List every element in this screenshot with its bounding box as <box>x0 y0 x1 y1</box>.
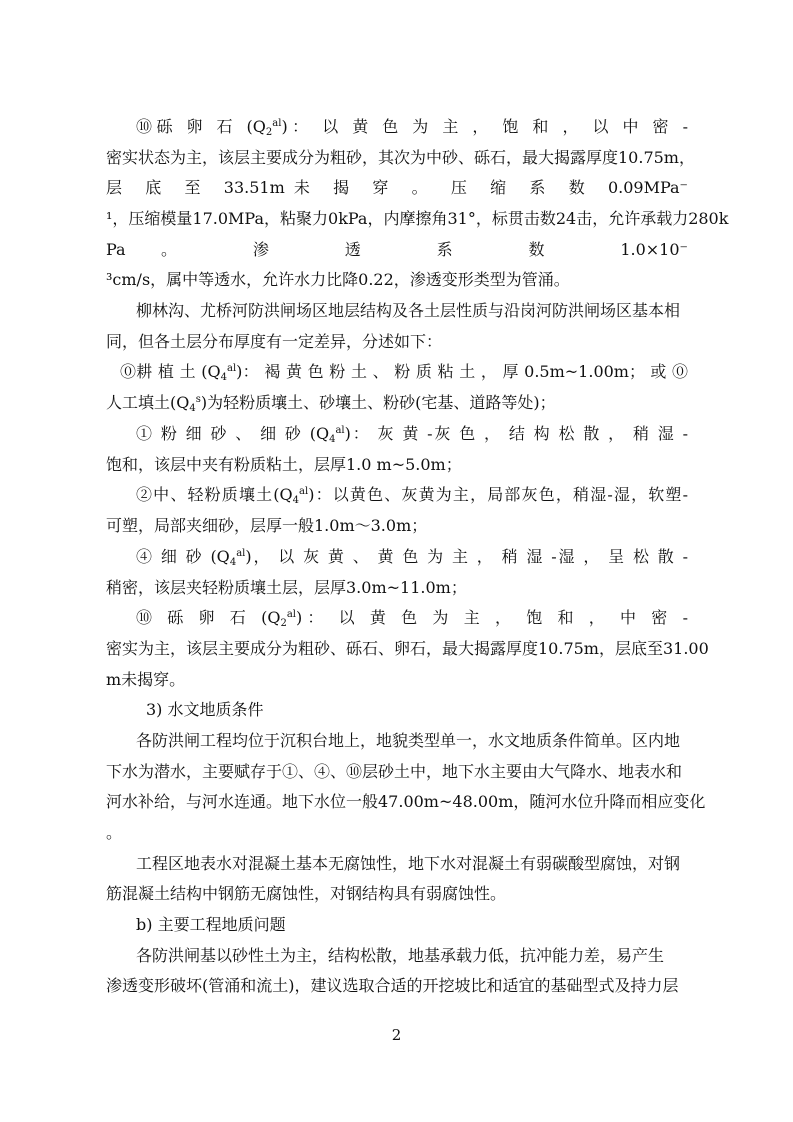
text-line: ②中、轻粉质壤土$(Q_4^{al})$：以黄色、灰黄为主，局部灰色，稍湿-湿，软塑- <box>136 485 688 506</box>
text-line: 筋混凝土结构中钢筋无腐蚀性，对钢结构具有弱腐蚀性。 <box>106 884 507 903</box>
text-line: ⑩ 砾 卵 石 $(Q_2^{al})$： 以 黄 色 为 主 ， 饱 和 ， 中 密 - <box>136 608 688 629</box>
text-line: m未揭穿。 <box>106 670 186 689</box>
text-line: 可塑，局部夹细砂，层厚一般1.0m～3.0m； <box>106 516 428 535</box>
text-line: ① 粉 细 砂 、 细 砂 $(Q_4^{al})$： 灰 黄 -灰 色 ， 结 构 松 散 ， 稍 湿 - <box>136 424 688 445</box>
text-line: ④ 细 砂 $(Q_4^{al})$， 以 灰 黄 、 黄 色 为 主 ， 稍 湿 -湿 ， 呈 松 散 - <box>136 547 688 568</box>
section-heading: 3) 水文地质条件 <box>146 700 264 719</box>
text-line: 下水为潜水，主要赋存于①、④、⑩层砂土中，地下水主要由大气降水、地表水和 <box>106 762 683 781</box>
text-line: 柳林沟、尤桥河防洪闸场区地层结构及各土层性质与沿岗河防洪闸场区基本相 <box>136 301 681 320</box>
text-line: 渗透变形破坏(管涌和流土)，建议选取合适的开挖坡比和适宜的基础型式及持力层 <box>106 976 679 995</box>
text-line: 工程区地表水对混凝土基本无腐蚀性，地下水对混凝土有弱碳酸型腐蚀，对钢 <box>136 854 681 873</box>
text-line: ⓪耕 植 土 $(Q_4^{al})$： 褐 黄 色 粉 土 、 粉 质 粘 土 ， 厚 0.5m~1.00m； 或 ⓪ <box>120 362 688 383</box>
text-line: ¹，压缩模量17.0MPa，粘聚力0kPa，内摩擦角31°，标贯击数24击，允许承载力280k <box>106 209 729 228</box>
text-line: 各防洪闸工程均位于沉积台地上，地貌类型单一，水文地质条件简单。区内地 <box>136 731 681 750</box>
text-line: ³cm/s，属中等透水，允许水力比降0.22，渗透变形类型为管涌。 <box>106 270 570 289</box>
page-number: 2 <box>391 1026 402 1044</box>
text-line: 层 底 至 33.51m未 揭 穿 。 压 缩 系 数 0.09MPa⁻ <box>106 178 688 197</box>
text-line: 稍密，该层夹轻粉质壤土层，层厚3.0m~11.0m； <box>106 578 467 597</box>
text-line: 饱和，该层中夹有粉质粘土，层厚1.0 m~5.0m； <box>106 455 462 474</box>
text-line: 密实为主，该层主要成分为粗砂、砾石、卵石，最大揭露厚度10.75m，层底至31.00 <box>106 639 709 658</box>
section-heading: b) 主要工程地质问题 <box>136 915 286 934</box>
text-line: 人工填土$(Q_4^s)$为轻粉质壤土、砂壤土、粉砂(宅基、道路等处)； <box>106 393 556 414</box>
text-line: 河水补给，与河水连通。地下水位一般47.00m~48.00m，随河水位升降而相应变化 <box>106 792 706 811</box>
text-line: 同，但各土层分布厚度有一定差异，分述如下： <box>106 332 443 351</box>
text-line: ⑩砾 卵 石 $(Q_2^{al})$： 以 黄 色 为 主 ， 饱 和 ， 以 中 密 - <box>136 117 688 138</box>
text-line: 各防洪闸基以砂性土为主，结构松散，地基承载力低，抗冲能力差，易产生 <box>136 946 665 965</box>
text-line: 。 <box>106 823 123 842</box>
text-line: 密实状态为主，该层主要成分为粗砂，其次为中砂、砾石，最大揭露厚度10.75m， <box>106 148 695 167</box>
text-line: Pa。 渗 透 系 数 1.0×10⁻ <box>106 240 688 259</box>
